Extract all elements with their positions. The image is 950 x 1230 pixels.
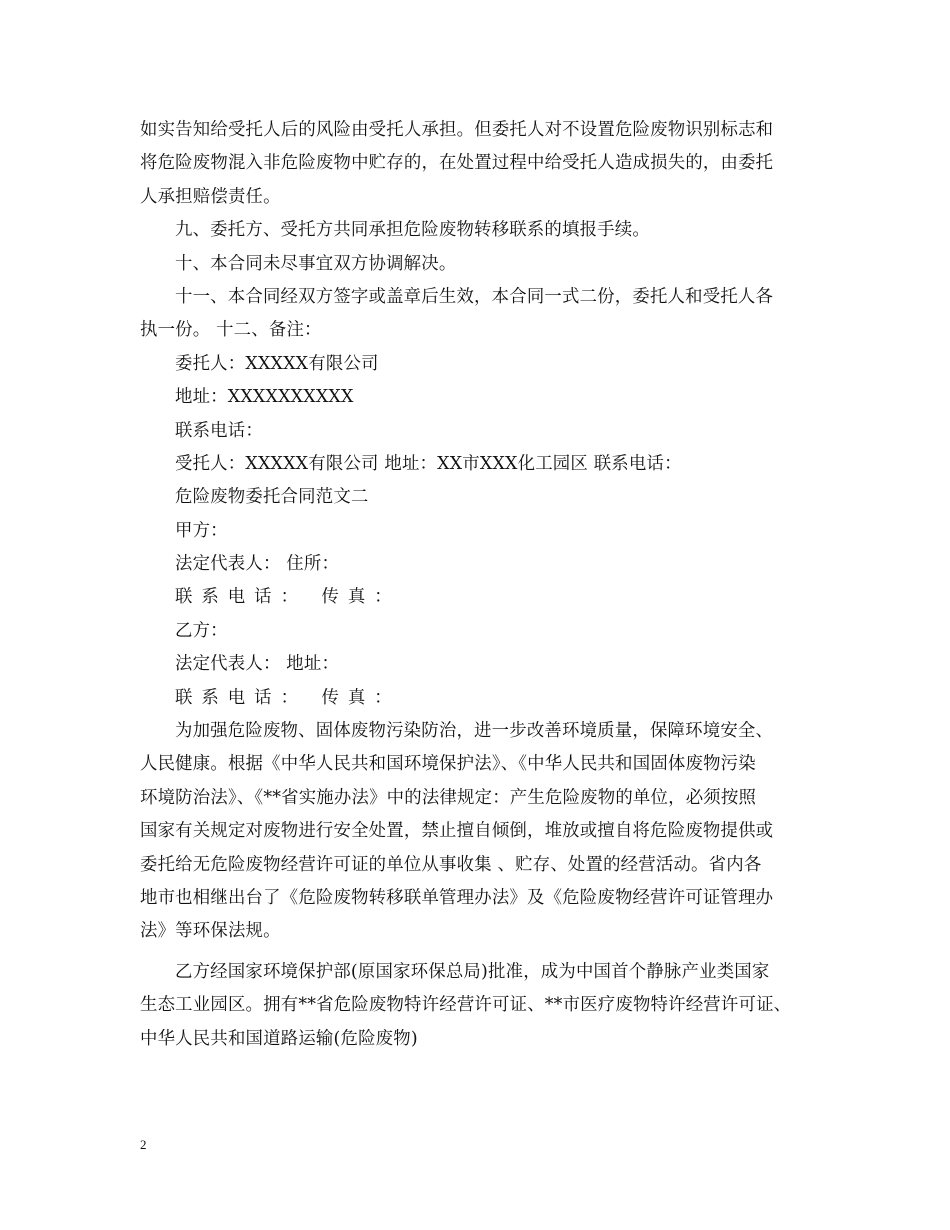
paragraph-line: 地市也相继出台了《危险废物转移联单管理办法》及《危险废物经营许可证管理办 (140, 887, 774, 908)
section-title: 危险废物委托合同范文二 (175, 487, 369, 508)
contractor-info: 受托人：XXXXX有限公司 地址：XX市XXX化工园区 联系电话： (175, 453, 682, 474)
party-b-representative: 法定代表人： 地址： (175, 654, 340, 675)
client-address: 地址：XXXXXXXXXX (175, 387, 354, 408)
page-number: 2 (140, 1137, 147, 1152)
document-body (140, 114, 820, 1056)
clause-ten: 十、本合同未尽事宜双方协调解决。 (175, 253, 457, 274)
party-b-contact: 联系电话： 传真： (175, 687, 401, 708)
paragraph-line: 生态工业园区。拥有**省危险废物特许经营许可证、**市医疗废物特许经营许可证、 (140, 995, 792, 1016)
paragraph-line: 环境防治法》、《**省实施办法》中的法律规定：产生危险废物的单位，必须按照 (140, 787, 757, 808)
paragraph-line: 国家有关规定对废物进行安全处置，禁止擅自倾倒，堆放或擅自将危险废物提供或 (140, 821, 774, 842)
clause-eleven: 十一、本合同经双方签字或盖章后生效，本合同一式二份，委托人和受托人各 (175, 286, 774, 307)
paragraph-line: 中华人民共和国道路运输(危险废物) (140, 1028, 418, 1049)
paragraph-line: 如实告知给受托人后的风险由受托人承担。但委托人对不设置危险废物识别标志和 (140, 120, 774, 140)
paragraph-line: 为加强危险废物、固体废物污染防治，进一步改善环境质量，保障环境安全、 (175, 721, 774, 742)
party-a-label: 甲方： (175, 520, 228, 541)
party-a-contact: 联系电话： 传真： (175, 587, 401, 608)
client-name: 委托人：XXXXX有限公司 (175, 353, 379, 374)
client-phone: 联系电话： (175, 420, 263, 441)
paragraph-line: 将危险废物混入非危险废物中贮存的，在处置过程中给受托人造成损失的，由委托 (140, 153, 774, 174)
party-b-label: 乙方： (175, 620, 228, 641)
clause-nine: 九、委托方、受托方共同承担危险废物转移联系的填报手续。 (175, 220, 650, 241)
paragraph-line: 人民健康。根据《中华人民共和国环境保护法》、《中华人民共和国固体废物污染 (140, 754, 756, 775)
paragraph-line: 人承担赔偿责任。 (140, 186, 281, 207)
party-a-representative: 法定代表人： 住所： (175, 554, 340, 575)
paragraph-line: 乙方经国家环境保护部(原国家环保总局)批准，成为中国首个静脉产业类国家 (175, 961, 770, 982)
paragraph-line: 法》等环保法规。 (140, 921, 281, 942)
paragraph-line: 委托给无危险废物经营许可证的单位从事收集 、贮存、处置的经营活动。省内各 (140, 854, 762, 875)
paragraph-line: 执一份。 十二、备注： (140, 320, 322, 341)
